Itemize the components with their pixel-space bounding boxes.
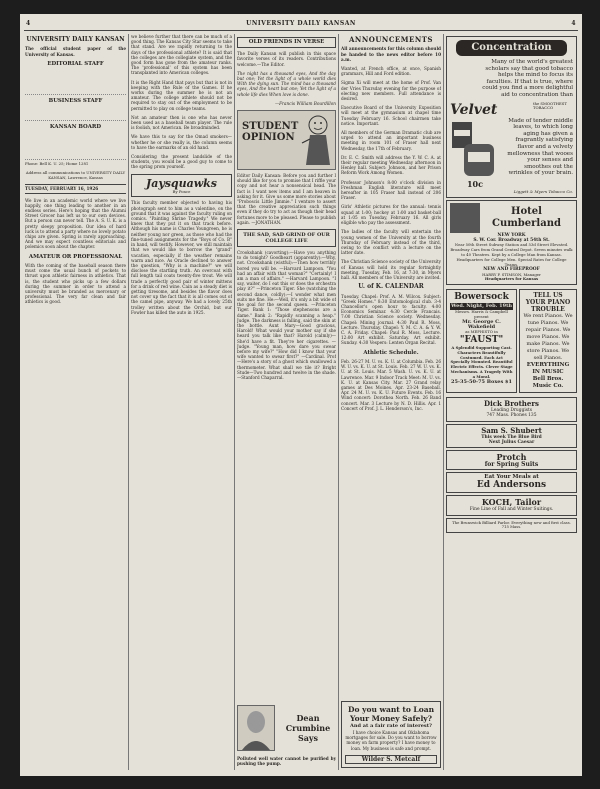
hotel-footer: NEW AND FIREPROOF — [483, 267, 540, 273]
announcement-item: Professor Johnson's 8:00 o'clock division in Freshman English literature will meet hereafter in 105 Fraser hall instead of 206 Fraser. — [341, 179, 441, 201]
bowersock-play: "FAUST" — [459, 334, 504, 345]
masthead — [20, 20, 582, 27]
protch-title: Protch — [496, 451, 527, 462]
board-list — [25, 133, 126, 160]
koch-ad — [446, 495, 577, 515]
announcement-item: Dr. E. C. Smith will address the Y. W. C. A. at their regular meeting Wednesday afternoon in Henley hall. Subject: Johnson, and her Prison Reform Work Among Women. — [341, 154, 441, 176]
piano-title: TELL US YOUR PIANO TROUBLE — [525, 292, 571, 314]
editorial-text: we believe further that there can be much of a good thing. The Kansas City Star seems to take that stand. Are we rapidly returning to the days of the professional athlete? It is said that the colleges are the collegiate system, and the good form has gone from the amateur ranks. The 'professional' of this system has been transplanted into American colleges. — [131, 34, 232, 76]
piano-ad — [519, 289, 577, 393]
verse-intro: The Daily Kansan will publish in this space favorite verses of its readers. Contributions welcome.—The Editor. — [237, 51, 336, 67]
column-divider — [443, 34, 444, 770]
shubert-sub: This week The Blue Bird — [481, 434, 542, 440]
velvet-price: 10c — [466, 178, 483, 189]
masthead-title: UNIVERSITY DAILY KANSAN — [246, 20, 356, 27]
shubert-next: Next Julius Caesar — [488, 439, 535, 445]
editorial-staff-heading: EDITORIAL STAFF — [47, 60, 104, 67]
column-divider — [234, 34, 235, 770]
newspaper-page — [20, 14, 582, 776]
verse-header — [237, 37, 336, 48]
paper-name: UNIVERSITY DAILY KANSAN — [26, 36, 125, 43]
dick-title: Dick Brothers — [484, 399, 539, 409]
velvet-tins — [450, 118, 500, 189]
dean-caption: Dean Crumbine Says — [285, 712, 331, 743]
portrait-icon — [238, 706, 274, 750]
hotel-name: Hotel Cumberland — [492, 205, 561, 229]
column-3 — [237, 34, 336, 770]
column-2 — [131, 34, 232, 770]
column-divider — [128, 34, 129, 770]
anderson-ad — [446, 472, 577, 493]
business-staff-heading: BUSINESS STAFF — [48, 98, 103, 105]
column-4 — [341, 34, 441, 770]
verse-body: The night has a thousand eyes, And the day but one; Yet the light of a whole world dies With the dying sun. The mind has a thousand eyes, And the heart but one; Yet the light of a whole life dies When love is done. — [237, 70, 336, 97]
verse-author: —Francis William Bourdillon — [274, 100, 336, 106]
piano-firm: Bell Bros. Music Co. — [532, 376, 564, 390]
shubert-ad — [446, 424, 577, 448]
dean-quote: Polluted well water cannot be purified by pushing the pump. — [237, 755, 336, 766]
editorial-body: We live in an academic world where we live happily, one thing leading to another in an endless series. Here's hoping that the Alumni Street Grocer has left us to our own devices. But a person can never tell. The A. S. U. K. is a pretty sleepy proposition. Our idea of hard luck is to attend a party where no lovely potato chips are given. Spring is rarely approaching. And we may expect countless editorials and polemics soon about the chapter. — [25, 197, 126, 250]
announcement-item: Sigma Xi will meet at the home of Prof. Van der Vries Thursday evening for the purpose of electing new members. Full attendance is desired. — [341, 80, 441, 102]
hotel-body: Near 50th Street Subway Station and 53d Street Elevated. Broadway Cars from Grand Central Depot. Seven minutes walk to 40 Theatres. Kept by a College Man from Kansas. Headquarters for College Men. Special Rates for College Teams. — [450, 242, 573, 267]
loan-ad — [341, 699, 441, 770]
dick-brothers-ad — [446, 397, 577, 421]
bowersock-role: as MEPHISTO in — [465, 329, 498, 335]
masthead-rule — [24, 30, 578, 31]
protch-ad — [446, 450, 577, 470]
koch-body: Fine Line of Fall and Winter Suitings. — [469, 507, 554, 513]
phone-line: Phone: Bell K. U. 25; Home 1281 — [25, 161, 89, 167]
dean-portrait — [237, 705, 275, 751]
column-divider — [338, 34, 339, 770]
piano-music: EVERYTHING IN MUSIC — [526, 362, 570, 376]
announcement-item: All members of the German Dramatic club are urged to attend an important business meeting in room 101 of Fraser hall next Wednesday, the 17th of February. — [341, 130, 441, 151]
protch-sub: for Spring Suits — [484, 460, 539, 468]
loan-ad-body: I have choice Kansas and Oklahoma mortgages for sale. Do you want to borrow money on farm property? I have money to loan. My business is safe and prompt. — [345, 729, 437, 751]
announcement-item: Executive Board of the University Exposition will meet at the gymnasium at chapel time Tuesday February 16. School chairmen take notice. Important. — [341, 105, 441, 126]
column-5-ads — [446, 34, 577, 770]
editorial-text: We have this to say for the Omad smokers—whether he or she really is, the column seems to have the earmarks of an old hand. — [131, 134, 232, 150]
jaysquawks-box — [131, 174, 232, 198]
editorial-text: Not an amateur then is one who has never been used as a baseball team player. The rule is foolish, not American. Be broadminded. — [131, 114, 232, 131]
dick-sub: Leading Druggists — [490, 408, 533, 414]
bowersock-date: Wed. Night, Feb. 19th — [450, 303, 513, 310]
announcements-title: ANNOUNCEMENTS — [349, 35, 433, 44]
address-line: Address all communications to UNIVERSITY DAILY KANSAN, Lawrence, Kansas — [25, 169, 126, 180]
board-heading: KANSAN BOARD — [49, 123, 102, 130]
page-number-left: 4 — [26, 20, 31, 27]
loan-ad-sub: And at a fair rate of interest? — [350, 722, 432, 729]
piano-body: We rent Pianos. We tune Pianos. We repair Pianos. We move Pianos. We make Pianos. We store Pianos. We sell Pianos. — [523, 313, 573, 362]
calendar-body: Tuesday. Chapel: Prof. A. M. Wilcox. Subject: "Greek Homes." 8:30 Entomological club. 3-4 Chancellor's open hour to faculty. 4:00 Economics Seminar. 4:30 Cercle Francais. 7:00 Christian Science society. Wednesday. Chapel: Mining journal. 4:30 Paul R. Moss, Lecture. Thursday. Chapel: Y. M. C. A. & Y. W. C. A. Friday. Chapel: Paul R. Moss, Lecture. 12:00 Art exhibit. Saturday. Art exhibit. Sunday. 4:30 Vespers: Lenten Organ Recital. — [341, 293, 441, 346]
eat-place: Ed Andersons — [476, 480, 547, 491]
jaysquawks-byline: By Ponce — [172, 188, 191, 194]
bowersock-title: Bowersock — [454, 292, 509, 303]
verse-title: OLD FRIENDS IN VERSE — [248, 39, 325, 45]
velvet-body: Made of tender middle leaves, to which long aging has given a fragrantly satisfying flavor and a velvety mellowness that wooes your senses and smoothes out the wrinkles of your brain. — [507, 117, 573, 177]
hotel-manager: HARRY P. STIMSON, Manager — [482, 271, 541, 277]
brunswick-body: The Brunswick Billiard Parlor. Everything new and first class. 715 Mass. — [452, 519, 571, 530]
staff-list — [25, 108, 126, 121]
hotel-city: NEW YORK — [497, 232, 526, 238]
hotel-photo — [450, 203, 480, 233]
shubert-title: Sam S. Shubert — [481, 425, 542, 435]
calendar-title: U. of K. CALENDAR — [358, 283, 424, 291]
bowersock-body: A Splendid Supporting Cast. Characters Beautifully Costumed. Each Act Specially Mounted. Beautiful Electric Effects. Clever Stage Mechanisms. A Tragedy With a Moral. — [450, 344, 513, 379]
bowersock-ad — [446, 289, 517, 393]
dateline: TUESDAY, FEBRUARY 16, 1926 — [25, 184, 126, 193]
bowersock-star: Mr. George C. Wakefield — [462, 318, 501, 330]
column-1 — [25, 34, 126, 770]
koch-title: KOCH, Tailor — [481, 497, 542, 508]
concentration-body: Many of the world's greatest scholars say that good tobacco helps the mind to focus its faculties. If that is true, where could you find a more delightful aid to concentration than — [482, 59, 573, 98]
velvet-ad — [446, 36, 577, 198]
loan-ad-title: Do you want to Loan Your Money Safely? — [347, 704, 435, 723]
jaysquawks-body: This faculty member objected to having his photograph sent to him as a valentine, on the ground that it was against the faculty ruling on comics. "Painting Shrine Tragedy." We never knew that they put it on that track before. Although his name is Charles Youngreen, he is neither young nor green, as those who had the fine-tuned assignments for the "Boys of Co. B" in hand, will testify. However, we still maintain that we would like to borrow the "grand" vacation, especially if the weather remains warm and nice. As Oracle declined to answer the question, "Why is a machine?" we will disclose the startling truth. An overcoat with full length tail coats twenty-five trout. We will trade a perfectly good pair of winter mittens for a drink of red wine. Cain as a steady diet is getting tiresome, and besides the flavor does not cover up the fact that it is all comes out of the camel pipe, anyway. We had a lovely 25th trolley written about the Orchid, but our Fowler has killed the auto in 1925. — [131, 200, 232, 315]
concentration-banner: Concentration — [456, 40, 567, 56]
sad-grind-body: Crookshank (cavorting):—Have you anything to do tonight? Goodheart (apparently):—Why, not. Crookshank (wistful):—Then how terribly bored you will be. —Harvard Lampoon. "You had an affair with that woman?" "Certainly! I am a man of affairs." —Harvard Lampoon. "I say, waiter, do I eat this or does the orchestra play it?" —Princeton Tiger. She (watching the second dance, coldly):—I wonder what men suits me fine. He:—Well, it's only a bit wide of the goal for the second queen. —Princeton Tiger. Bank 1: "Those stephensons are a dame." Bank 2: "Rapidly scanning a heap." Judge. The darkness is falling, said the skin at the bottle. Aunt Mary—Good gracious, Harold! What would your mother say if she heard you talk like that? Harold (calmly)—She'd have a fit. They're her cigarettes. —Judge. "Young man, how dare you swear before my wife?" "How did I know that your wife wanted to swear first?" —Cardinal. Prof—Here's a story of a ghost which swallowed a thermometer. What shall we tile it? Bright Stude—Two hundred and twelve in the shade. —Stanford Chaparral. — [237, 250, 336, 380]
bowersock-present: Messrs. Harris & Campbell present — [455, 309, 508, 319]
student-opinion-cartoon — [237, 110, 336, 170]
editorial-text: It is the Right Hand that pays but that is not in keeping with the Rule of the Games. If he works during the summer he is not an amateur. The college athlete should not be required to stay out of the employment to be permitted to play on college teams. — [131, 79, 232, 111]
dick-phones: 747 Mass. Phones 135 — [486, 413, 537, 419]
loan-ad-box — [341, 701, 441, 768]
sad-grind-header — [237, 229, 336, 247]
athletic-title: Athletic Schedule. — [363, 349, 419, 356]
announcement-item: The Christian Science society of the University of Kansas will hold its regular fortnightly meeting, Tuesday, Feb. 16, at 7:30, in Myers hall. All members of the University are invited. — [341, 259, 441, 280]
brunswick-ad — [446, 518, 577, 534]
announcements-intro: All announcements for this column should be handed to the news editor before 10 a.m. — [341, 46, 441, 62]
jaysquawks-title: Jaysquawks — [145, 176, 218, 190]
announcement-item: Wanted, at French office, at once, Spanish grammars, Hill and Ford edition. — [341, 66, 441, 77]
sad-grind-title: THE SAD, SAD GRIND OF OUR COLLEGE LIFE — [243, 232, 330, 245]
official-statement: The official student paper of the University of Kansas. — [25, 46, 126, 57]
loan-ad-name: Wilder S. Metcalf — [345, 755, 437, 764]
dean-box — [237, 702, 336, 770]
velvet-logo: Velvet — [450, 101, 498, 118]
page-number-right: 4 — [571, 20, 576, 27]
bowersock-prices: 25-35-50-75 Boxes $1 — [450, 378, 513, 385]
eat-line: Eat Your Meals at — [484, 474, 539, 481]
amateur-body: With the coming of the baseball season there must come the usual bunch of pockets to thrust upon athletic fairness in athletics. That is, the student who picks up a few dollars during the summer in order to attend a university must be branded as mercenary or professional. The very far clean and fair athletics is good. — [25, 263, 126, 305]
tobacco-tin-icon — [450, 118, 500, 178]
amateur-heading: AMATEUR OR PROFESSIONAL — [28, 253, 123, 260]
editorial-text: Considering the present landslide of the students, you would be a good guy to come to the spring prom yourself. — [131, 154, 232, 170]
athletic-body: Feb. 26-27 M. U. vs. K. U. at Columbia. Feb. 26 W. U. vs. K. U. at St. Louis. Feb. 27 W. U. vs. K. U. at St. Louis. Mar. 5 Wash. U. vs. K. U. at Lawrence. Mar. 9 Indoor Track Meet: M. U. vs. K. U. at Kansas City. Mar. 27 Grand relay games at Des Moines. Apr. 23-24 Baseball. Apr. 24 M. U. vs. K. U. Future Events. Feb. 16 Wind concert: Dorothea North. Feb. 26 Band concert. Mar. 3 Lecture by N. D. Hillis. Apr. 1 Concert of Prof. J. L. Henderson's, Inc. — [341, 358, 441, 411]
announcement-item: Girls' Athletic pictures for the annual: tennis squad at 1:00; hockey at 1:00 and basket-ball at 1:05 on Tuesday, February 16. All girls eligible who pay the assessment. — [341, 204, 441, 226]
student-opinion-title: STUDENT OPINION — [242, 121, 299, 144]
staff-list — [25, 70, 126, 95]
hotel-hq: Headquarters for Kansas — [484, 276, 539, 282]
announcement-item: The ladies of the faculty will entertain the young women of the University at the fourth Thursday of February instead of the third, owing to the conflict with a lecture on the latter date. — [341, 229, 441, 256]
hotel-address: S. W. Cor. Broadway at 54th St. — [473, 238, 550, 244]
hotel-ad — [446, 200, 577, 285]
opinion-body: Editor Daily Kansan: Before you and further I should like for you to promise that I riffle your copy and not hear a nonsensical head. The fact is I want new items and I am heaven in asking for it. Give us some more stories about "Proboscis Little Jimmie." I venture to assert that the creative appreciation such things even if they do try to act as though their head fortunes more to be pleased. Please to publish again. —JONATHAN. — [237, 173, 336, 225]
velvet-tag: the SMOOTHEST TOBACCO — [533, 100, 567, 111]
velvet-maker: Liggett & Myers Tobacco Co. — [513, 188, 573, 194]
